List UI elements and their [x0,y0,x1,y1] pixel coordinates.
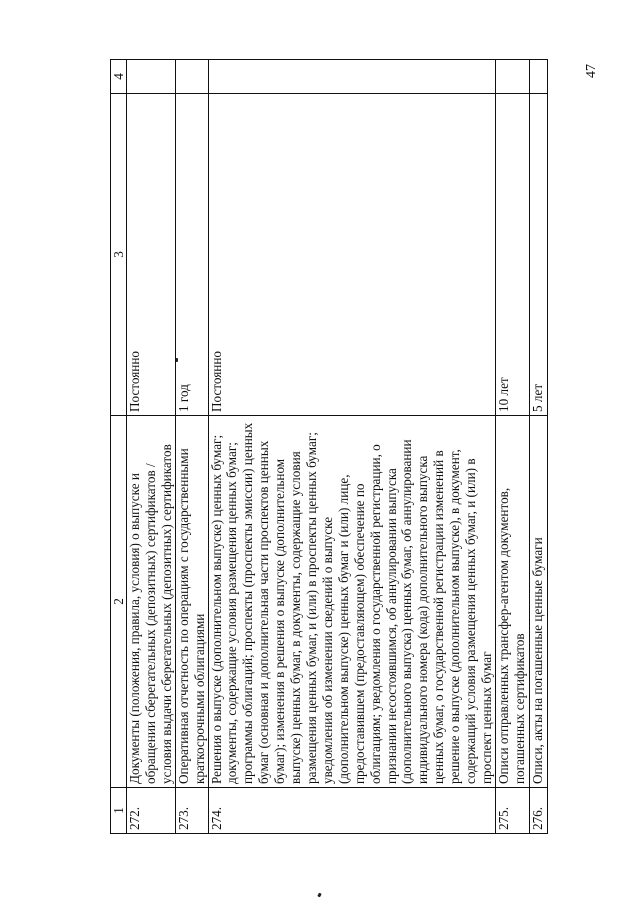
rotated-page-content [110,60,545,834]
row-description: Документы (положения, правила, условия) о выпуске и обращении сберегательных (депозитных) сертификатов / условия выдачи сберегательных (депозитных) сертификатов [127,416,176,788]
header-col-1: 1 [111,788,127,834]
table-row [529,60,547,834]
header-col-2: 2 [111,416,127,788]
row-number: 275. [495,788,529,834]
row-number: 276. [529,788,547,834]
table-row [495,60,529,834]
header-col-4: 4 [111,60,127,94]
table-row [175,60,208,834]
row-note [208,60,495,94]
row-note [175,60,208,94]
header-col-3: 3 [111,94,127,416]
row-description: Описи отправленных трансфер-агентом документов, погашенных сертификатов [495,416,529,788]
page-number: 47 [584,64,599,78]
row-note [495,60,529,94]
records-retention-table [110,59,548,834]
row-number: 274. [208,788,495,834]
row-description: Описи, акты на погашенные ценные бумаги [529,416,547,788]
row-term: Постоянно [127,94,176,416]
row-description: Оперативная отчетность по операциям с государственными краткосрочными облигациями [175,416,208,788]
row-term: Постоянно [208,94,495,416]
row-number: 273. [175,788,208,834]
ink-speck [317,893,322,898]
row-term: 10 лет [495,94,529,416]
row-note [529,60,547,94]
row-term: 5 лет [529,94,547,416]
table-row [208,60,495,834]
row-term: 1 год [175,94,208,416]
row-number: 272. [127,788,176,834]
row-description: Решения о выпуске (дополнительном выпуске) ценных бумаг; документы, содержащие условия размещения ценных бумаг; программы облигаций; проспекты (проспекты эмиссии) ценных бумаг (основная и дополнительная части проспектов ценных бумаг); изменения в решения о выпуске (дополнительном выпуске) ценных бумаг, в документы, содержащие условия размещения ценных бумаг, и (или) в проспекты ценных бумаг; уведомления об изменении сведений о выпуске (дополнительном выпуске) ценных бумаг и (или) лице, предоставившем (предоставляющем) обеспечение по облигациям; уведомления о государственной регистрации, о признании несостоявшимся, об аннулировании выпуска (дополнительного выпуска) ценных бумаг, об аннулировании индивидуального номера (кода) дополнительного выпуска ценных бумаг, о государственной регистрации изменений в решение о выпуске (дополнительном выпуске), в документ, содержащий условия размещения ценных бумаг, и (или) в проспект ценных бумаг [208,416,495,788]
header-row [111,60,127,834]
table-row [127,60,176,834]
row-note [127,60,176,94]
